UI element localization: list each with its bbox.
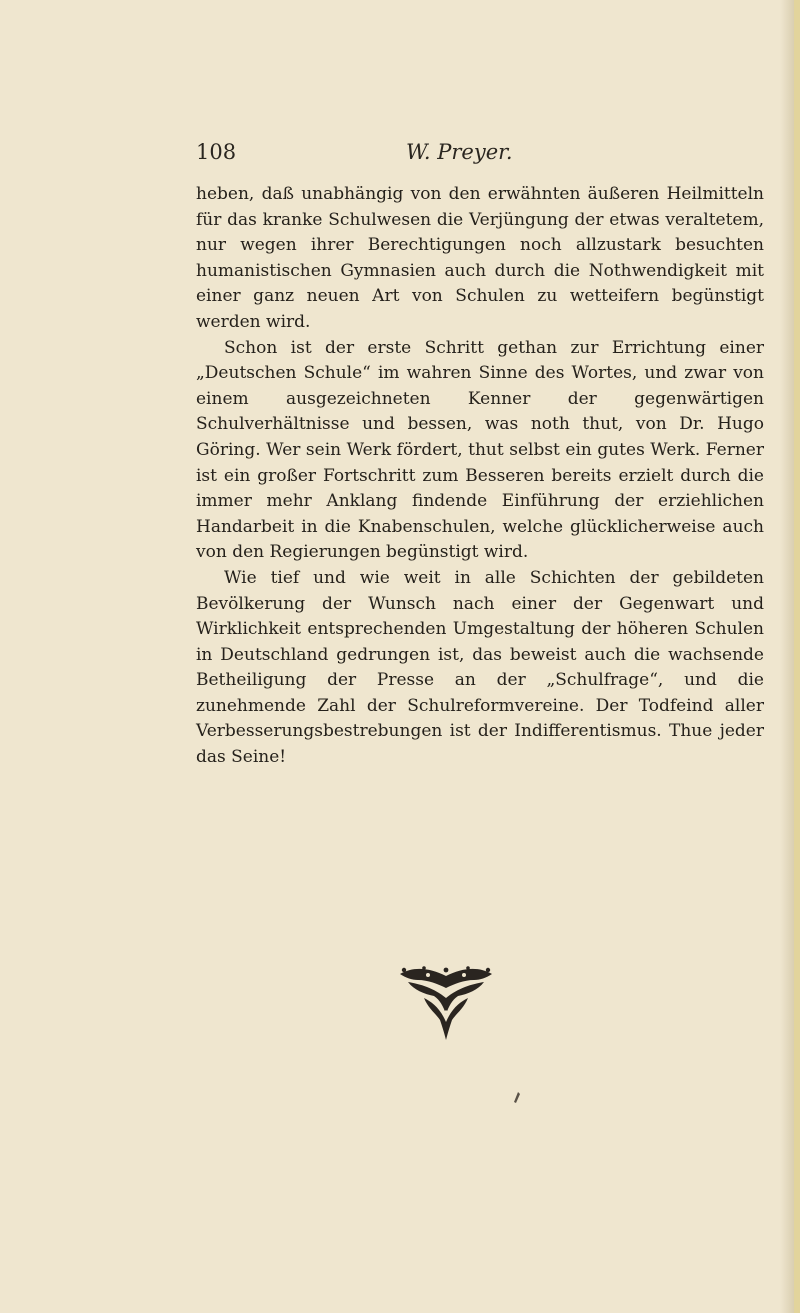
paragraph-3: Wie tief und wie weit in alle Schichten der gebildeten Bevölkerung der Wunsch nach einer der Gegenwart und Wirklichkeit entsprechenden Umgestaltung der höheren Schulen in Deutschland gedrungen ist, das beweist auch die wachsende Betheiligung der Presse an der „Schulfrage“, und die zunehmende Zahl der Schulreformvereine. Der Todfeind aller Verbesserungsbestrebungen ist der Indifferentismus. Thue jeder das Seine! (196, 567, 764, 768)
page-header (196, 140, 764, 170)
ink-speck (512, 1090, 522, 1104)
paragraph-2: Schon ist der erste Schritt gethan zur Errichtung einer „Deutschen Schule“ im wahren Sinne des Wortes, und zwar von einem ausgezeichneten Kenner der gegenwärtigen Schulverhältnisse und bessen, was noth thut, von Dr. Hugo Göring. Wer sein Werk fördert, thut selbst ein gutes Werk. Ferner ist ein großer Fortschritt zum Besseren bereits erzielt durch die immer mehr Anklang findende Einführung der erziehlichen Handarbeit in die Knabenschulen, welche glücklicherweise auch von den Regierungen begünstigt wird. (196, 337, 764, 563)
printer-ornament-icon (394, 964, 498, 1046)
running-head: W. Preyer. (406, 140, 513, 164)
body-text (196, 182, 764, 771)
page-edge-shadow (780, 0, 794, 1313)
page-number: 108 (196, 140, 237, 164)
paragraph-1: heben, daß unabhängig von den erwähnten äußeren Heilmitteln für das kranke Schulwesen die Verjüngung der etwas veraltetem, nur wegen ihrer Berechtigungen noch allzustark besuchten humanistischen Gymnasien auch durch die Nothwendigkeit mit einer ganz neuen Art von Schulen zu wetteifern begünstigt werden wird. (196, 184, 764, 332)
